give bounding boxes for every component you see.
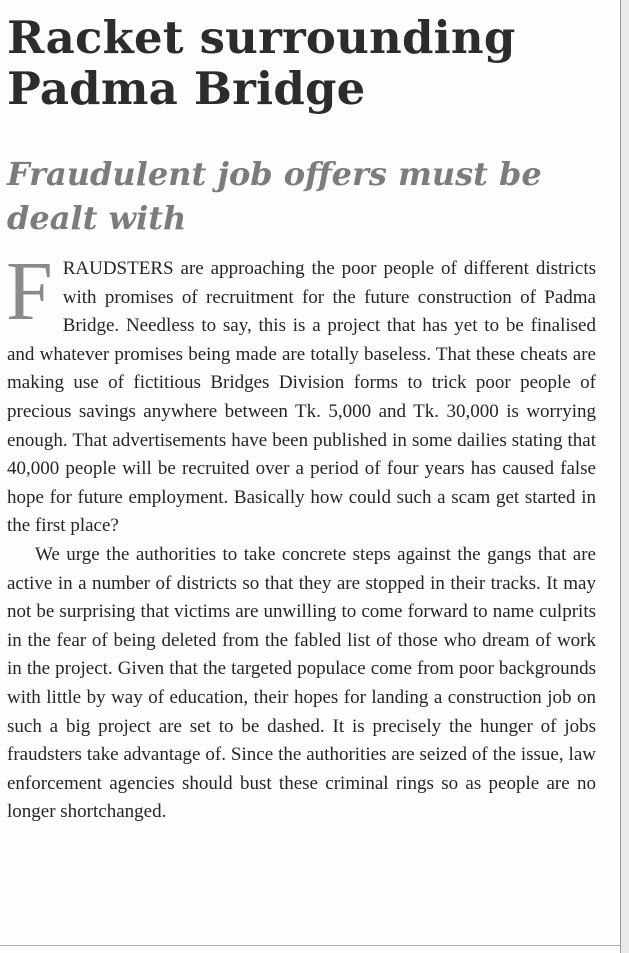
paragraph-1-text: are approaching the poor people of different districts with promises of recruitment for the future construction of Padma Bridge. Needless to say, this is a project that has yet to be finalised and whatever promises being made are totally baseless. That these cheats are making use of fictitious Bridges Division forms to trick poor people of precious savings anywhere between Tk. 5,000 and Tk. 30,000 is worrying enough. That advertisements have been published in some dailies stating that 40,000 people will be recruited over a period of four years has caused false hope for future employment. Basically how could such a scam get started in the first place? bbox=[7, 258, 596, 537]
paragraph-1 bbox=[6, 245, 596, 541]
paragraph-2: We urge the authorities to take concrete steps against the gangs that are active in a number of districts so that they are stopped in their tracks. It may not be surprising that victims are unwilling to come forward to name culprits in the fear of being deleted from the fabled list of those who dream of work in the project. Given that the targeted populace come from poor backgrounds with little by way of education, their hopes for landing a construction job on such a big project are set to be dashed. It is precisely the hunger of jobs fraudsters take advantage of. Since the authorities are seized of the issue, law enforcement agencies should bust these criminal rings so as people are no longer shortchanged. bbox=[7, 543, 596, 823]
bottom-rule bbox=[0, 945, 620, 946]
drop-cap: F bbox=[6, 245, 53, 338]
headline: Racket surrounding Padma Bridge bbox=[7, 11, 516, 115]
article-body bbox=[6, 245, 596, 827]
scan-margin bbox=[621, 0, 629, 953]
lead-word: RAUDSTERS bbox=[62, 258, 174, 279]
subheadline: Fraudulent job offers must be dealt with bbox=[7, 155, 542, 237]
